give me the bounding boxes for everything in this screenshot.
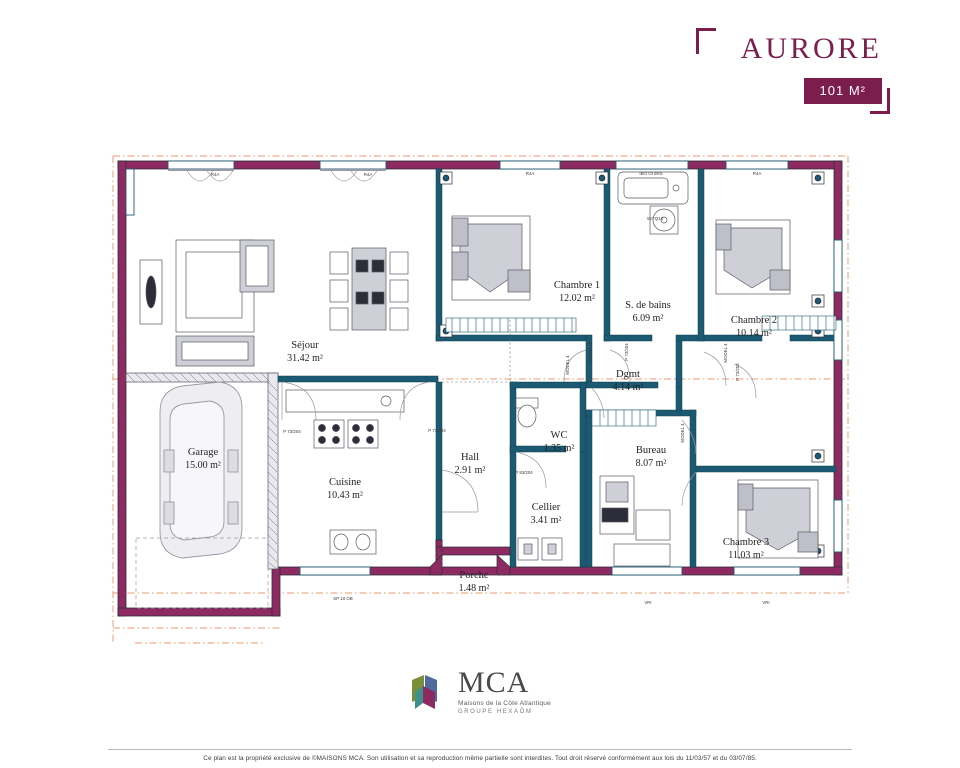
chambre1-furniture bbox=[446, 216, 576, 332]
room-area: 1.48 m² bbox=[458, 583, 490, 594]
svg-text:P 73/204: P 73/204 bbox=[624, 343, 629, 361]
chambre2-furniture bbox=[716, 220, 836, 330]
svg-text:P 83/204: P 83/204 bbox=[515, 470, 533, 475]
svg-text:MODEL 4: MODEL 4 bbox=[723, 343, 728, 363]
legal-footer bbox=[0, 749, 960, 762]
cuisine-furniture bbox=[286, 390, 404, 554]
room-label-cellier bbox=[531, 502, 562, 526]
room-label-salle-de-bains bbox=[625, 300, 671, 324]
svg-text:P 73/204: P 73/204 bbox=[735, 363, 740, 381]
reference-dotted-lines bbox=[442, 320, 510, 575]
room-label-dgmt bbox=[613, 369, 644, 393]
dgmt-closets bbox=[592, 410, 656, 426]
logo-tagline: Maisons de la Côte Atlantique bbox=[457, 700, 552, 707]
room-label-chambre-1 bbox=[554, 280, 600, 304]
svg-text:SP 10 OB: SP 10 OB bbox=[333, 596, 353, 601]
room-label-hall bbox=[455, 452, 486, 476]
svg-text:52TQ13: 52TQ13 bbox=[647, 216, 663, 221]
room-label-porche bbox=[459, 570, 490, 594]
svg-text:R4A: R4A bbox=[363, 172, 373, 177]
room-name: Dgmt bbox=[616, 369, 640, 380]
room-label-sejour bbox=[287, 340, 323, 364]
svg-text:VRI: VRI bbox=[762, 600, 770, 605]
sejour-furniture bbox=[140, 169, 408, 366]
room-name: Porche bbox=[459, 570, 489, 581]
room-area: 31.42 m² bbox=[287, 353, 323, 364]
legal-text: Ce plan est la propriété exclusive de ©MAISONS MCA. Son utilisation et sa reproduction même partielle sont interdites. Tout droit réservé conformément aux lois du 11/03/57 et du 03/07/85. bbox=[203, 755, 757, 762]
room-area: 15.00 m² bbox=[185, 460, 221, 471]
svg-text:MODEL 4: MODEL 4 bbox=[680, 423, 685, 443]
svg-text:R4A: R4A bbox=[752, 171, 762, 176]
room-area: 10.43 m² bbox=[327, 490, 363, 501]
room-area: 8.07 m² bbox=[635, 458, 667, 469]
room-name: Cuisine bbox=[328, 477, 362, 488]
svg-text:VRI: VRI bbox=[644, 600, 652, 605]
mca-logo-icon bbox=[409, 672, 449, 712]
status-badge: 101 M² bbox=[804, 78, 882, 104]
room-name: Chambre 1 bbox=[553, 280, 601, 291]
bureau-furniture bbox=[600, 476, 670, 566]
room-label-cuisine bbox=[327, 477, 363, 501]
room-area: 2.91 m² bbox=[454, 465, 486, 476]
room-label-wc bbox=[544, 430, 575, 454]
divider bbox=[108, 749, 852, 750]
floorplan-drawing bbox=[0, 120, 960, 660]
room-area: 4.14 m² bbox=[612, 382, 644, 393]
plan-header bbox=[690, 22, 890, 114]
room-area: 11.03 m² bbox=[728, 550, 764, 561]
svg-text:MODEL 4: MODEL 4 bbox=[565, 355, 570, 375]
room-name: Chambre 2 bbox=[730, 315, 778, 326]
room-area: 1.35 m² bbox=[543, 443, 575, 454]
logo-group: GROUPE HEXAÔM bbox=[457, 709, 533, 715]
room-name: Cellier bbox=[531, 502, 561, 513]
svg-text:R4A: R4A bbox=[210, 172, 220, 177]
room-area: 12.02 m² bbox=[559, 293, 595, 304]
svg-text:R4A: R4A bbox=[525, 171, 535, 176]
room-area: 10.14 m² bbox=[736, 328, 772, 339]
room-name: Bureau bbox=[635, 445, 667, 456]
room-name: Garage bbox=[187, 447, 219, 458]
wc-fixture bbox=[516, 398, 538, 427]
svg-text:IBO OI dRS: IBO OI dRS bbox=[639, 171, 663, 176]
room-area: 6.09 m² bbox=[632, 313, 664, 324]
room-label-bureau bbox=[636, 445, 667, 469]
svg-text:P 73/204: P 73/204 bbox=[283, 429, 301, 434]
brand-logo bbox=[0, 668, 960, 730]
room-name: Chambre 3 bbox=[722, 537, 770, 548]
svg-text:MODEL 4: MODEL 4 bbox=[588, 342, 593, 362]
room-name: Hall bbox=[460, 452, 480, 463]
corner-bracket-top-left-icon bbox=[696, 28, 716, 54]
logo-wordmark: MCA bbox=[457, 666, 530, 699]
room-area: 3.41 m² bbox=[530, 515, 562, 526]
svg-text:P 73/204: P 73/204 bbox=[428, 428, 446, 433]
page-title: AURORE bbox=[740, 32, 882, 65]
cellier-fixtures bbox=[518, 538, 562, 560]
sdb-fixtures bbox=[618, 172, 688, 234]
room-name: WC bbox=[550, 430, 568, 441]
room-name: Séjour bbox=[291, 340, 319, 351]
room-name: S. de bains bbox=[625, 300, 671, 311]
